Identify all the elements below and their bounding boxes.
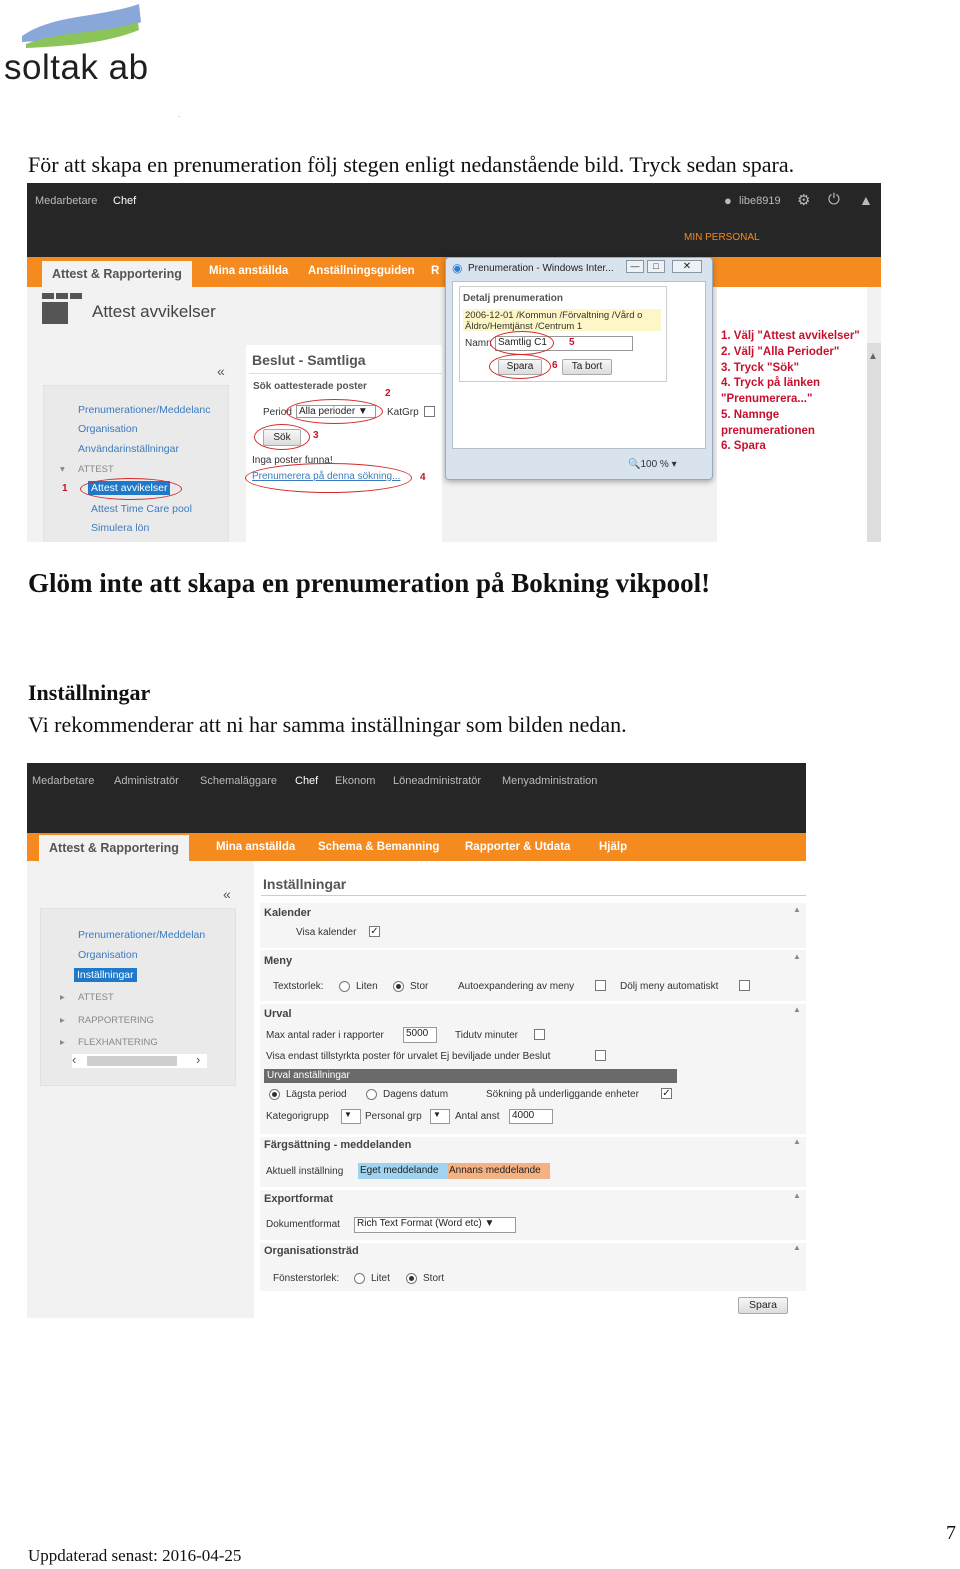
- scroll-up-icon[interactable]: ▲: [868, 351, 878, 362]
- highlight-oval-1: [80, 478, 182, 500]
- reminder-heading: Glöm inte att skapa en prenumeration på Bokning vikpool!: [28, 568, 711, 598]
- nav-administrator[interactable]: Administratör: [114, 775, 179, 787]
- nav-section-rapportering[interactable]: RAPPORTERING: [78, 1015, 154, 1026]
- autoexp-label: Autoexpandering av meny: [458, 981, 575, 992]
- fonsterstorlek-label: Fönsterstorlek:: [273, 1273, 340, 1284]
- nav-medarbetare[interactable]: Medarbetare: [35, 195, 98, 207]
- liten-radio[interactable]: [339, 981, 350, 992]
- marker-1: 1: [62, 483, 68, 494]
- kalender-title: Kalender: [264, 907, 312, 919]
- popup-body: [452, 281, 706, 449]
- h-scrollbar[interactable]: [72, 1054, 207, 1068]
- divider: [249, 373, 442, 374]
- step-5b: prenumerationen: [721, 425, 815, 437]
- tab-mina-anstallda[interactable]: Mina anställda: [209, 265, 289, 277]
- visa-kalender-checkbox[interactable]: ✓: [370, 926, 379, 937]
- settings-text: Vi rekommenderar att ni har samma inställningar som bilden nedan.: [28, 712, 627, 737]
- katgrp-label: KatGrp: [387, 407, 419, 418]
- caret-up-icon[interactable]: ▲: [793, 1005, 801, 1014]
- search-button[interactable]: Sök: [263, 429, 301, 446]
- maxrader-label: Max antal rader i rapporter: [266, 1030, 384, 1041]
- save-button[interactable]: Spara: [498, 359, 542, 375]
- grid-icon: [42, 293, 82, 325]
- tidutv-label: Tidutv minuter: [455, 1030, 518, 1041]
- popup-title: Prenumeration - Windows Inter...: [468, 263, 614, 274]
- settings-heading: Inställningar: [28, 680, 151, 705]
- top-bar: [27, 183, 881, 257]
- period-label: Period: [263, 407, 292, 418]
- nav-prenumerationer[interactable]: Prenumerationer/Meddelan: [78, 929, 206, 941]
- stor-label: Stor: [410, 981, 429, 992]
- logo-text: soltak ab: [4, 48, 149, 87]
- autoexp-checkbox[interactable]: [595, 980, 606, 991]
- sokning-label: Sökning på underliggande enheter: [486, 1089, 639, 1100]
- min-personal-link[interactable]: MIN PERSONAL: [684, 232, 760, 243]
- stor-radio[interactable]: [393, 981, 404, 992]
- katgrp-checkbox[interactable]: [424, 406, 435, 417]
- top-bar: [27, 763, 806, 833]
- subscribe-link[interactable]: Prenumerera på denna sökning...: [252, 471, 401, 482]
- name-input[interactable]: Samtlig C1: [495, 336, 633, 351]
- nav-organisation[interactable]: Organisation: [78, 423, 138, 435]
- lagsta-label: Lägsta period: [286, 1089, 347, 1100]
- org-title: Organisationsträd: [264, 1245, 359, 1257]
- antal-label: Antal anst: [455, 1111, 500, 1122]
- nav-section-flexhantering[interactable]: FLEXHANTERING: [78, 1037, 158, 1048]
- nav-ekonom[interactable]: Ekonom: [335, 775, 376, 787]
- dokumentformat-select[interactable]: Rich Text Format (Word etc) ▼: [354, 1217, 516, 1233]
- kalender-section: [260, 903, 806, 948]
- marker-6: 6: [552, 360, 558, 371]
- chevron-left-icon[interactable]: ‹: [72, 1052, 77, 1067]
- user-name[interactable]: libe8919: [739, 195, 781, 207]
- divider: [261, 895, 806, 896]
- nav-attest-avvikelser[interactable]: Attest avvikelser: [88, 481, 170, 495]
- dagens-radio[interactable]: [366, 1089, 377, 1100]
- triangle-icon: ▸: [60, 1037, 65, 1048]
- nav-loneadministrator[interactable]: Löneadministratör: [393, 775, 482, 787]
- screenshot-subscription: [27, 183, 881, 542]
- settings-title: Inställningar: [263, 876, 347, 892]
- nav-simulera-lon[interactable]: Simulera lön: [91, 522, 150, 534]
- marker-2: 2: [385, 388, 391, 399]
- farg-title: Färgsättning - meddelanden: [264, 1139, 412, 1151]
- dagens-label: Dagens datum: [383, 1089, 449, 1100]
- power-icon[interactable]: ⏻: [828, 191, 840, 208]
- minimize-icon[interactable]: —: [626, 260, 644, 273]
- aktuell-label: Aktuell inställning: [266, 1166, 344, 1177]
- popup-window: [445, 257, 713, 480]
- nav-chef[interactable]: Chef: [295, 775, 319, 787]
- dokumentformat-label: Dokumentformat: [266, 1219, 340, 1230]
- tidutv-checkbox[interactable]: [534, 1029, 545, 1040]
- period-value: Alla perioder: [299, 406, 356, 417]
- tab-mina-anstallda[interactable]: Mina anställda: [216, 841, 296, 853]
- tab-attest[interactable]: Attest & Rapportering: [39, 835, 189, 861]
- highlight-oval-3: [254, 424, 310, 450]
- marker-5: 5: [569, 337, 575, 348]
- highlight-oval-2: [286, 399, 383, 424]
- dolj-checkbox[interactable]: [739, 980, 750, 991]
- logo-dot: .: [178, 110, 181, 119]
- visa-kalender-label: Visa kalender: [296, 927, 357, 938]
- triangle-icon: ▸: [60, 1015, 65, 1026]
- popup-path: 2006-12-01 /Kommun /Förvaltning /Vård o Äldro/Hemtjänst /Centrum 1: [463, 309, 661, 331]
- triangle-icon: ▸: [60, 992, 65, 1003]
- meny-title: Meny: [264, 955, 293, 967]
- tab-schema-bemanning[interactable]: Schema & Bemanning: [318, 841, 440, 853]
- name-label: Namn: [465, 338, 492, 349]
- marker-4: 4: [420, 472, 426, 483]
- tab-rapporter-utdata[interactable]: Rapporter & Utdata: [465, 841, 571, 853]
- tab-hjalp[interactable]: Hjälp: [599, 841, 628, 853]
- user-icon: ●: [724, 193, 732, 208]
- caret-up-icon[interactable]: ▲: [793, 952, 801, 961]
- tab-attest[interactable]: Attest & Rapportering: [42, 261, 192, 287]
- meny-section: [260, 950, 806, 1001]
- urval-anstallningar-bar: Urval anställningar: [264, 1069, 677, 1083]
- liten-label: Liten: [356, 981, 378, 992]
- textstorlek-label: Textstorlek:: [273, 981, 324, 992]
- kategorigrupp-label: Kategorigrupp: [266, 1111, 329, 1122]
- step-3: 3. Tryck "Sök": [721, 362, 800, 374]
- footer-updated: Uppdaterad senast: 2016-04-25: [28, 1546, 242, 1565]
- highlight-oval-4: [245, 463, 412, 493]
- scroll-thumb[interactable]: [87, 1056, 177, 1066]
- tab-r[interactable]: R: [431, 265, 440, 277]
- nav-chef[interactable]: Chef: [113, 195, 137, 207]
- lagsta-radio[interactable]: [269, 1089, 280, 1100]
- kategorigrupp-select[interactable]: ▼: [341, 1109, 361, 1124]
- stort-label: Stort: [423, 1273, 445, 1284]
- beslut-title: Beslut - Samtliga: [252, 352, 366, 368]
- step-5: 5. Namnge: [721, 409, 780, 421]
- visa-endast-checkbox[interactable]: [595, 1050, 606, 1061]
- step-4b: "Prenumerera...": [721, 393, 813, 405]
- tab-anstallningsguiden[interactable]: Anställningsguiden: [308, 265, 415, 277]
- dolj-label: Dölj meny automatiskt: [620, 981, 719, 992]
- maximize-icon[interactable]: □: [647, 260, 665, 273]
- zoom-level[interactable]: 🔍100 % ▾: [628, 459, 677, 470]
- page-number: 7: [946, 1522, 956, 1544]
- save-button[interactable]: Spara: [738, 1297, 788, 1314]
- pin-icon[interactable]: ▲: [859, 192, 873, 208]
- nav-medarbetare[interactable]: Medarbetare: [32, 775, 95, 787]
- nav-installningar[interactable]: Inställningar: [74, 968, 137, 982]
- close-icon[interactable]: ✕: [672, 260, 702, 273]
- annans-meddelande: Annans meddelande: [448, 1163, 550, 1179]
- chevron-right-icon[interactable]: ›: [196, 1052, 201, 1067]
- triangle-icon: ▾: [60, 464, 65, 475]
- nav-attest-time-care-pool[interactable]: Attest Time Care pool: [91, 503, 192, 515]
- period-select[interactable]: Alla perioder ▼: [296, 405, 376, 418]
- nav-schemalaggare[interactable]: Schemaläggare: [200, 775, 278, 787]
- caret-up-icon[interactable]: ▲: [793, 905, 801, 914]
- antal-input[interactable]: 4000: [509, 1109, 553, 1124]
- litet-radio[interactable]: [354, 1273, 365, 1284]
- zoom-value: 100 %: [640, 459, 669, 470]
- personal-select[interactable]: ▼: [430, 1109, 450, 1124]
- intro-text: För att skapa en prenumeration följ stegen enligt nedanstående bild. Tryck sedan spara.: [28, 152, 795, 177]
- caret-up-icon[interactable]: ▲: [793, 1243, 801, 1252]
- nav-organisation[interactable]: Organisation: [78, 949, 138, 961]
- visa-endast-label: Visa endast tillstyrkta poster för urvalet Ej beviljade under Beslut: [266, 1051, 551, 1062]
- search-heading: Sök oattesterade poster: [253, 381, 367, 392]
- caret-up-icon[interactable]: ▲: [793, 1137, 801, 1146]
- highlight-oval-5: [490, 331, 554, 355]
- marker-3: 3: [313, 430, 319, 441]
- personal-label: Personal grp: [365, 1111, 422, 1122]
- nav-menyadministration[interactable]: Menyadministration: [502, 775, 598, 787]
- collapse-icon[interactable]: «: [217, 363, 225, 379]
- nav-section-attest[interactable]: ATTEST: [78, 464, 114, 475]
- no-posts-text: Inga poster funna!: [252, 455, 333, 466]
- dokumentformat-value: Rich Text Format (Word etc): [357, 1218, 482, 1229]
- screenshot-settings: [27, 763, 806, 1318]
- export-title: Exportformat: [264, 1193, 334, 1205]
- eget-meddelande: Eget meddelande: [358, 1163, 448, 1179]
- page-title: Attest avvikelser: [92, 302, 216, 321]
- highlight-oval-6: [489, 354, 551, 379]
- step-6: 6. Spara: [721, 440, 766, 452]
- export-section: [260, 1190, 806, 1240]
- step-1: 1. Välj "Attest avvikelser": [721, 330, 860, 342]
- stort-radio[interactable]: [406, 1273, 417, 1284]
- maxrader-input[interactable]: 5000: [403, 1027, 437, 1043]
- nav-section-attest[interactable]: ATTEST: [78, 992, 114, 1003]
- step-2: 2. Välj "Alla Perioder": [721, 346, 840, 358]
- collapse-icon[interactable]: «: [223, 886, 231, 902]
- scrollbar[interactable]: [867, 343, 881, 542]
- caret-up-icon[interactable]: ▲: [793, 1191, 801, 1200]
- delete-button[interactable]: Ta bort: [562, 359, 612, 375]
- nav-anvandarinstallningar[interactable]: Användarinställningar: [78, 443, 179, 455]
- gear-icon[interactable]: ⚙: [797, 192, 811, 209]
- urval-title: Urval: [264, 1008, 292, 1020]
- nav-prenumerationer[interactable]: Prenumerationer/Meddelanc: [78, 404, 211, 416]
- sokning-checkbox[interactable]: ✓: [662, 1088, 671, 1099]
- popup-heading: Detalj prenumeration: [463, 293, 564, 304]
- litet-label: Litet: [371, 1273, 390, 1284]
- step-4: 4. Tryck på länken: [721, 377, 821, 389]
- ie-icon: ◉: [452, 261, 463, 275]
